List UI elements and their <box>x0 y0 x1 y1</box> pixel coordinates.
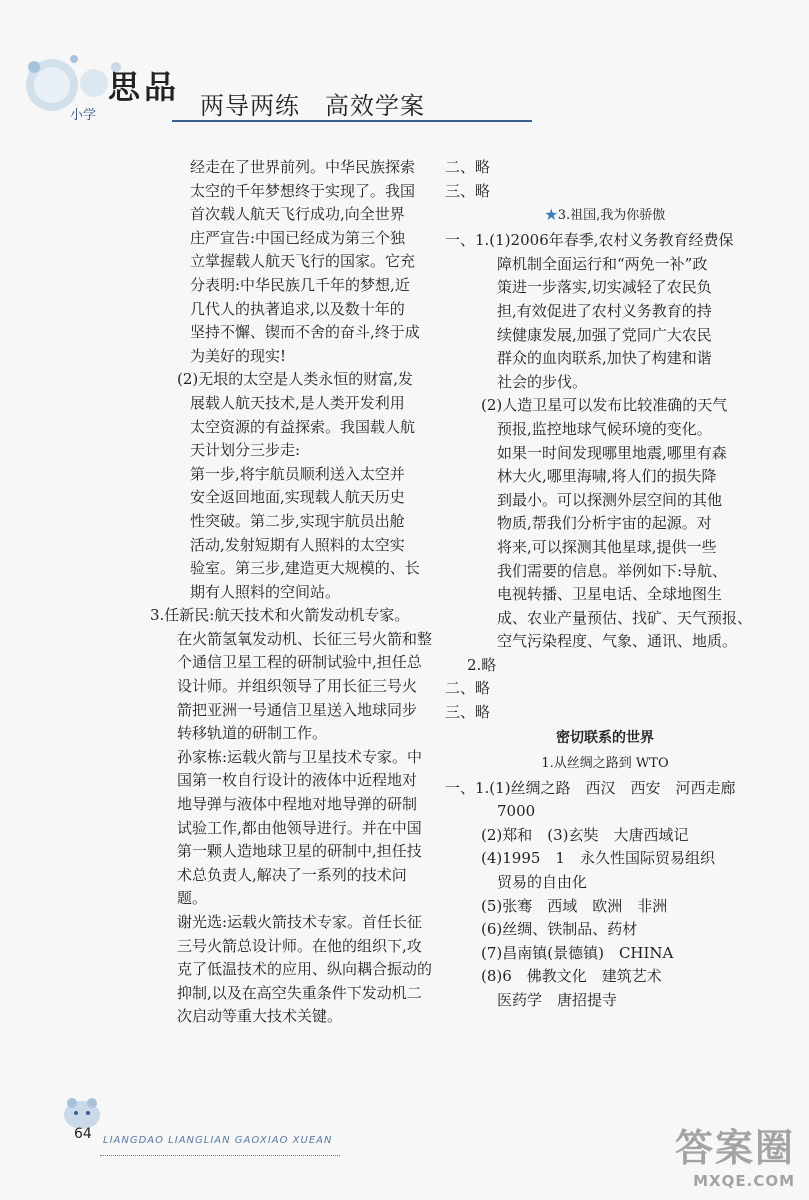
text-line: 第一步,将宇航员顺利送入太空并 <box>190 464 405 483</box>
header-subject: 小学 <box>70 108 97 123</box>
text-line: 克了低温技术的应用、纵向耦合振动的 <box>177 960 433 979</box>
footer-pinyin: LIANGDAO LIANGLIAN GAOXIAO XUEAN <box>103 1135 333 1146</box>
text-line: 坚持不懈、锲而不舍的奋斗,终于成 <box>190 323 420 342</box>
text-line: 性突破。第二步,实现宇航员出舱 <box>190 511 405 530</box>
text-line: 物质,帮我们分析宇宙的起源。对 <box>497 514 712 533</box>
text-line: 经走在了世界前列。中华民族探索 <box>190 158 416 176</box>
page-footer <box>0 1095 809 1200</box>
text-line: 太空资源的有益探索。我国载人航 <box>190 417 416 436</box>
text-line: 次启动等重大技术关键。 <box>177 1007 343 1026</box>
text-line: 贸易的自由化 <box>497 873 588 892</box>
text-line: 庄严宣告:中国已经成为第三个独 <box>190 228 406 247</box>
text-line: 验室。第三步,建造更大规模的、长 <box>190 559 420 578</box>
text-line: 分表明:中华民族几千年的梦想,近 <box>190 275 410 294</box>
text-line: 二、略 <box>445 679 491 698</box>
header-logo: 思品 <box>108 68 181 106</box>
text-line: 策进一步落实,切实减轻了农民负 <box>497 278 712 297</box>
right-column <box>445 156 765 1013</box>
text-line: 太空的千年梦想终于实现了。我国 <box>190 181 416 200</box>
text-line: 设计师。并组织领导了用长征三号火 <box>177 677 418 696</box>
text-line: 2.略 <box>467 655 497 674</box>
page-header <box>0 0 809 130</box>
text-line: 电视转播、卫星电话、全球地图生 <box>497 585 723 604</box>
text-line: 谢光选:运载火箭技术专家。首任长征 <box>177 913 423 931</box>
text-line: (6)丝绸、铁制品、药材 <box>481 920 638 939</box>
text-line: (8)6 佛教文化 建筑艺术 <box>481 967 662 986</box>
text-line: 我们需要的信息。举例如下:导航、 <box>497 561 728 580</box>
text-line: 社会的步伐。 <box>497 372 588 391</box>
text-line: 二、略 <box>445 158 491 176</box>
text-line: 预报,监控地球气候环境的变化。 <box>497 419 712 438</box>
text-line: 题。 <box>177 889 208 908</box>
text-line: 术总负责人,解决了一系列的技术问 <box>177 865 407 884</box>
text-line: 展载人航天技术,是人类开发利用 <box>190 393 405 412</box>
text-line: 医药学 唐招提寺 <box>497 991 618 1009</box>
text-line: 三、略 <box>445 181 491 200</box>
text-line: 期有人照料的空间站。 <box>190 582 341 601</box>
watermark <box>675 1117 795 1190</box>
text-line: 将来,可以探测其他星球,提供一些 <box>497 537 717 556</box>
text-line: 一、1.(1)2006年春季,农村义务教育经费保 <box>445 231 734 250</box>
unit-subtitle: 1.从丝绸之路到 WTO <box>541 755 669 771</box>
text-line: 林大火,哪里海啸,将人们的损失降 <box>497 467 717 486</box>
text-line: (7)昌南镇(景德镇) CHINA <box>481 943 674 962</box>
text-line: 立掌握载人航天飞行的国家。它充 <box>190 252 416 271</box>
footer-divider <box>100 1155 340 1156</box>
text-line: 一、1.(1)丝绸之路 西汉 西安 河西走廊 <box>445 778 736 797</box>
text-line: 地导弹与液体中程地对地导弹的研制 <box>177 795 418 814</box>
text-line: 三、略 <box>445 703 491 722</box>
text-line: 几代人的执著追求,以及数十年的 <box>190 299 405 318</box>
text-line: 到最小。可以探测外层空间的其他 <box>497 490 723 509</box>
text-line: 试验工作,都由他领导进行。并在中国 <box>177 818 422 837</box>
text-line: 活动,发射短期有人照料的太空实 <box>190 535 405 554</box>
text-line: 个通信卫星工程的研制试验中,担任总 <box>177 653 422 672</box>
text-line: 3.任新民:航天技术和火箭发动机专家。 <box>150 606 410 625</box>
text-line: 群众的血肉联系,加快了构建和谐 <box>497 349 712 368</box>
text-line: 天计划分三步走: <box>190 441 301 460</box>
text-line: (5)张骞 西域 欧洲 非洲 <box>481 896 668 915</box>
text-line: 孙家栋:运载火箭与卫星技术专家。中 <box>177 747 423 766</box>
text-line: (2)郑和 (3)玄奘 大唐西域记 <box>481 825 689 844</box>
text-line: 空气污染程度、气象、通讯、地质。 <box>497 632 738 651</box>
section-title: ★3.祖国,我为你骄傲 <box>544 208 666 224</box>
header-title: 两导两练 高效学案 <box>200 92 425 120</box>
text-line: 抑制,以及在高空失重条件下发动机二 <box>177 983 422 1002</box>
text-line: 首次载人航天飞行成功,向全世界 <box>190 205 405 224</box>
header-underline <box>172 120 532 122</box>
watermark-url: MXQE.COM <box>693 1172 795 1190</box>
text-line: 第一颗人造地球卫星的研制中,担任技 <box>177 842 422 861</box>
text-line: 箭把亚洲一号通信卫星送入地球同步 <box>177 700 418 719</box>
text-line: 安全返回地面,实现载人航天历史 <box>190 488 405 507</box>
text-line: 障机制全面运行和“两免一补”政 <box>497 254 708 273</box>
text-line: 国第一枚自行设计的液体中近程地对 <box>177 771 418 790</box>
text-line: 7000 <box>497 802 536 821</box>
watermark-logo: 答案圈 <box>674 1126 795 1170</box>
text-line: 在火箭氢氧发动机、长征三号火箭和整 <box>177 629 433 648</box>
text-line: (2)人造卫星可以发布比较准确的天气 <box>481 396 728 415</box>
text-line: 如果一时间发现哪里地震,哪里有森 <box>497 443 727 462</box>
text-line: 续健康发展,加强了党同广大农民 <box>497 325 712 344</box>
unit-title: 密切联系的世界 <box>556 729 654 746</box>
text-line: 为美好的现实! <box>190 346 287 365</box>
text-line: 担,有效促进了农村义务教育的持 <box>497 301 712 320</box>
text-line: 三号火箭总设计师。在他的组织下,攻 <box>177 936 422 955</box>
text-line: 成、农业产量预估、找矿、天气预报、 <box>497 608 753 627</box>
star-icon: ★ <box>544 208 558 224</box>
text-line: (2)无垠的太空是人类永恒的财富,发 <box>177 370 414 389</box>
left-column <box>150 156 432 1029</box>
page-number: 64 <box>74 1126 92 1142</box>
text-line: (4)1995 1 永久性国际贸易组织 <box>481 849 715 868</box>
text-line: 转移轨道的研制工作。 <box>177 724 328 743</box>
